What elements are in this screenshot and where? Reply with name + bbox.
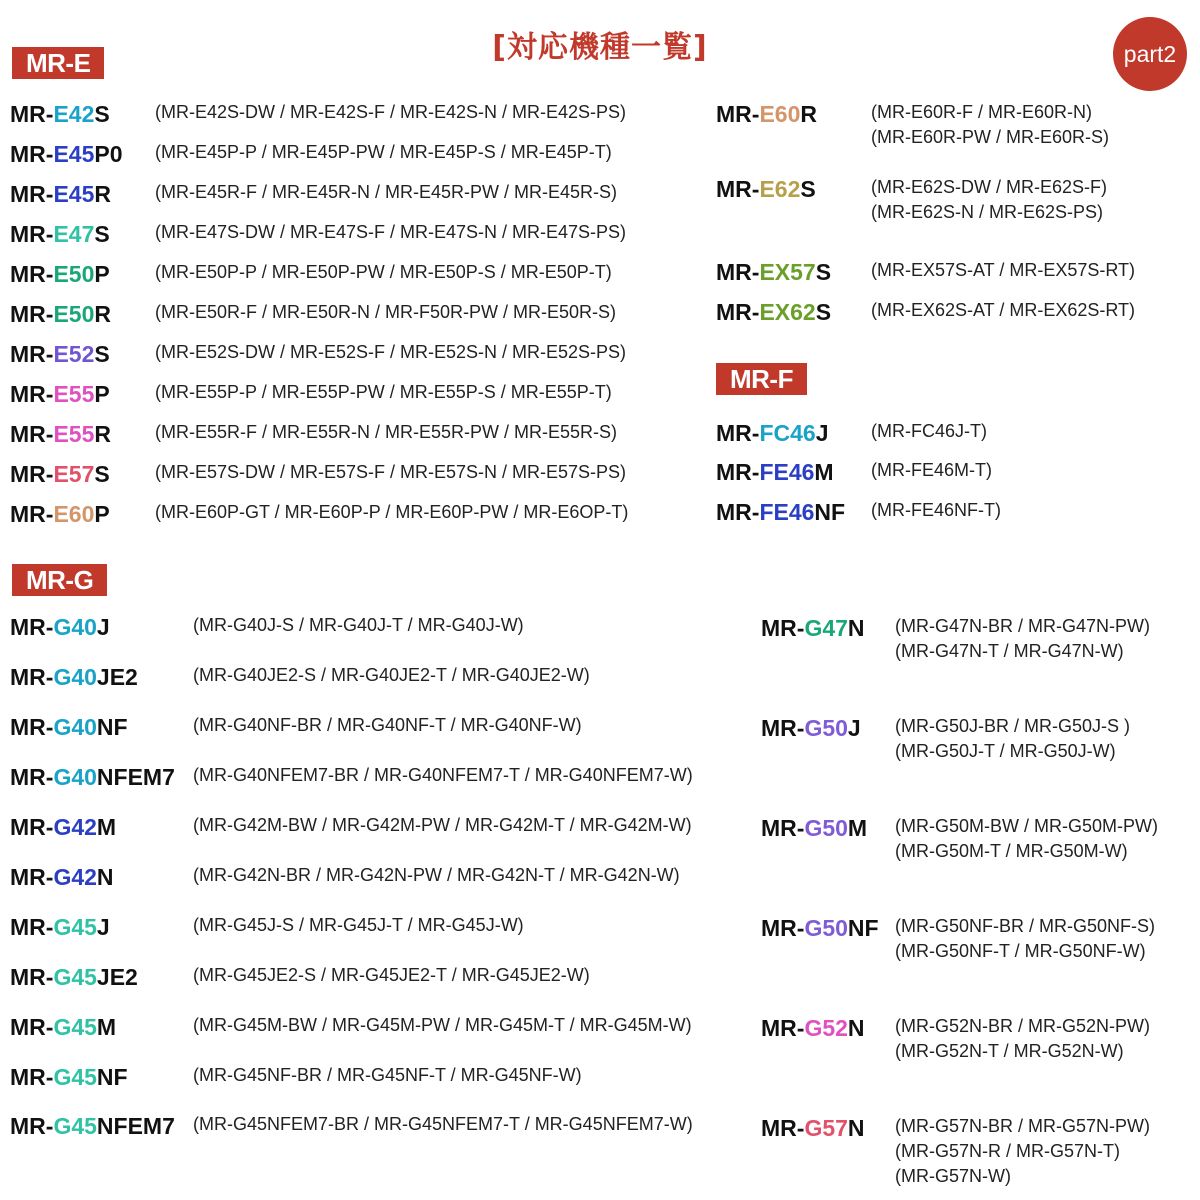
model-suffix: R: [94, 421, 111, 447]
model-suffix: M: [96, 1014, 117, 1040]
model-name: [10, 713, 128, 741]
model-name: [10, 140, 123, 168]
variant-line: (MR-G50M-BW / MR-G50M-PW): [895, 816, 1158, 836]
variant-line: (MR-E62S-DW / MR-E62S-F): [871, 177, 1108, 197]
variant-list: [871, 498, 1001, 523]
variant-line: (MR-G45NFEM7-BR / MR-G45NFEM7-T / MR-G45NFEM7-W): [193, 1114, 693, 1134]
variant-list: [895, 914, 1155, 964]
model-series-code: G40: [53, 614, 97, 640]
model-name: [10, 1112, 175, 1140]
model-series-code: G57: [804, 1115, 848, 1141]
model-prefix: MR-: [10, 181, 54, 207]
variant-list: [155, 180, 617, 205]
model-series-code: FC46: [759, 420, 816, 446]
model-series-code: G45: [53, 914, 97, 940]
variant-line: (MR-E55R-F / MR-E55R-N / MR-E55R-PW / MR-E55R-S): [155, 422, 618, 442]
model-suffix: P: [94, 261, 110, 287]
variant-line: (MR-G57N-W): [895, 1166, 1011, 1186]
model-series-code: G45: [53, 1113, 97, 1139]
model-suffix: S: [94, 341, 110, 367]
model-suffix: S: [94, 461, 110, 487]
model-series-code: E62: [759, 176, 801, 202]
page-title: [対応機種一覧]: [492, 30, 708, 65]
model-prefix: MR-: [761, 1115, 805, 1141]
model-prefix: MR-: [716, 420, 760, 446]
variant-line: (MR-FC46J-T): [871, 421, 987, 441]
model-name: [10, 380, 110, 408]
model-series-code: E50: [53, 261, 95, 287]
variant-line: (MR-G45JE2-S / MR-G45JE2-T / MR-G45JE2-W): [193, 965, 590, 985]
model-series-code: G50: [804, 815, 848, 841]
variant-list: [193, 763, 693, 788]
model-name: [716, 298, 831, 326]
model-suffix: R: [800, 101, 817, 127]
variant-line: (MR-E42S-DW / MR-E42S-F / MR-E42S-N / MR-E42S-PS): [155, 102, 627, 122]
model-prefix: MR-: [761, 715, 805, 741]
variant-list: [871, 100, 1109, 150]
model-suffix: M: [847, 815, 868, 841]
model-name: [761, 914, 879, 942]
model-suffix: NF: [847, 915, 879, 941]
model-suffix: N: [847, 615, 865, 641]
model-name: [10, 963, 138, 991]
model-series-code: E57: [53, 461, 95, 487]
model-suffix: N: [96, 864, 114, 890]
variant-line: (MR-G47N-T / MR-G47N-W): [895, 641, 1124, 661]
model-suffix: S: [94, 221, 110, 247]
model-name: [10, 180, 111, 208]
model-prefix: MR-: [761, 815, 805, 841]
model-series-code: E45: [53, 141, 95, 167]
variant-line: (MR-E60R-F / MR-E60R-N): [871, 102, 1093, 122]
variant-line: (MR-E45P-P / MR-E45P-PW / MR-E45P-S / MR-E45P-T): [155, 142, 612, 162]
model-name: [716, 458, 834, 486]
model-prefix: MR-: [10, 381, 54, 407]
variant-line: (MR-E47S-DW / MR-E47S-F / MR-E47S-N / MR-E47S-PS): [155, 222, 627, 242]
model-name: [10, 613, 110, 641]
model-series-code: EX57: [759, 259, 816, 285]
variant-line: (MR-G50M-T / MR-G50M-W): [895, 841, 1128, 861]
model-suffix: S: [815, 259, 832, 285]
model-prefix: MR-: [10, 764, 54, 790]
model-suffix: R: [94, 301, 111, 327]
part-badge: part2: [1113, 17, 1187, 91]
variant-line: (MR-G40JE2-S / MR-G40JE2-T / MR-G40JE2-W): [193, 665, 590, 685]
model-suffix: NF: [96, 714, 128, 740]
model-name: [10, 100, 110, 128]
variant-line: (MR-G42M-BW / MR-G42M-PW / MR-G42M-T / MR-G42M-W): [193, 815, 692, 835]
model-series-code: G45: [53, 1014, 97, 1040]
model-suffix: JE2: [96, 664, 138, 690]
model-series-code: G45: [53, 1064, 97, 1090]
model-name: [716, 258, 831, 286]
variant-list: [155, 420, 617, 445]
model-name: [10, 1063, 128, 1091]
variant-line: (MR-G45M-BW / MR-G45M-PW / MR-G45M-T / MR-G45M-W): [193, 1015, 692, 1035]
model-series-code: G45: [53, 964, 97, 990]
model-name: [10, 260, 110, 288]
model-prefix: MR-: [10, 1064, 54, 1090]
model-prefix: MR-: [761, 915, 805, 941]
variant-line: (MR-EX57S-AT / MR-EX57S-RT): [871, 260, 1136, 280]
variant-line: (MR-FE46NF-T): [871, 500, 1001, 520]
model-suffix: M: [814, 459, 834, 485]
model-prefix: MR-: [716, 101, 760, 127]
variant-line: (MR-G40J-S / MR-G40J-T / MR-G40J-W): [193, 615, 524, 635]
model-suffix: N: [847, 1015, 865, 1041]
variant-list: [155, 220, 626, 245]
variant-list: [871, 419, 987, 444]
model-prefix: MR-: [716, 459, 760, 485]
model-name: [10, 420, 111, 448]
variant-list: [193, 1063, 582, 1088]
model-prefix: MR-: [10, 914, 54, 940]
variant-list: [895, 714, 1130, 764]
variant-list: [193, 963, 590, 988]
variant-line: (MR-G50J-BR / MR-G50J-S ): [895, 716, 1131, 736]
variant-list: [895, 1014, 1150, 1064]
variant-line: (MR-G57N-R / MR-G57N-T): [895, 1141, 1120, 1161]
model-prefix: MR-: [10, 461, 54, 487]
model-series-code: E55: [53, 421, 95, 447]
variant-line: (MR-E55P-P / MR-E55P-PW / MR-E55P-S / MR-E55P-T): [155, 382, 612, 402]
variant-list: [155, 500, 628, 525]
model-suffix: NFEM7: [96, 1113, 175, 1139]
model-series-code: G52: [804, 1015, 848, 1041]
variant-line: (MR-G45J-S / MR-G45J-T / MR-G45J-W): [193, 915, 524, 935]
variant-line: (MR-EX62S-AT / MR-EX62S-RT): [871, 300, 1136, 320]
model-series-code: FE46: [759, 459, 815, 485]
model-name: [10, 663, 138, 691]
variant-line: (MR-G50NF-T / MR-G50NF-W): [895, 941, 1146, 961]
model-prefix: MR-: [10, 1113, 54, 1139]
model-series-code: E60: [759, 101, 801, 127]
model-prefix: MR-: [10, 421, 54, 447]
model-suffix: J: [847, 715, 861, 741]
model-suffix: S: [94, 101, 110, 127]
model-name: [10, 863, 114, 891]
model-suffix: JE2: [96, 964, 138, 990]
variant-list: [871, 458, 992, 483]
model-prefix: MR-: [10, 614, 54, 640]
variant-line: (MR-G42N-BR / MR-G42N-PW / MR-G42N-T / MR-G42N-W): [193, 865, 680, 885]
variant-line: (MR-E45R-F / MR-E45R-N / MR-E45R-PW / MR-E45R-S): [155, 182, 618, 202]
model-series-code: E52: [53, 341, 95, 367]
model-name: [761, 814, 867, 842]
model-name: [10, 220, 110, 248]
model-suffix: J: [96, 614, 110, 640]
model-series-code: E50: [53, 301, 95, 327]
model-suffix: N: [847, 1115, 865, 1141]
variant-list: [193, 863, 680, 888]
model-series-code: G47: [804, 615, 848, 641]
variant-line: (MR-FE46M-T): [871, 460, 992, 480]
variant-line: (MR-E50P-P / MR-E50P-PW / MR-E50P-S / MR-E50P-T): [155, 262, 612, 282]
model-name: [10, 913, 110, 941]
model-suffix: P: [94, 501, 110, 527]
model-name: [10, 340, 110, 368]
model-name: [10, 1013, 116, 1041]
variant-list: [155, 460, 626, 485]
model-suffix: J: [815, 420, 829, 446]
variant-line: (MR-E60P-GT / MR-E60P-P / MR-E60P-PW / MR-E6OP-T): [155, 502, 629, 522]
variant-list: [895, 814, 1158, 864]
variant-line: (MR-G57N-BR / MR-G57N-PW): [895, 1116, 1150, 1136]
variant-line: (MR-G47N-BR / MR-G47N-PW): [895, 616, 1150, 636]
variant-list: [155, 100, 626, 125]
variant-line: (MR-E52S-DW / MR-E52S-F / MR-E52S-N / MR-E52S-PS): [155, 342, 627, 362]
model-suffix: J: [96, 914, 110, 940]
variant-list: [155, 380, 612, 405]
model-suffix: NF: [814, 499, 846, 525]
model-prefix: MR-: [10, 964, 54, 990]
variant-line: (MR-G52N-T / MR-G52N-W): [895, 1041, 1124, 1061]
model-suffix: M: [96, 814, 117, 840]
model-series-code: FE46: [759, 499, 815, 525]
model-prefix: MR-: [10, 101, 54, 127]
variant-list: [895, 1114, 1150, 1189]
model-prefix: MR-: [716, 259, 760, 285]
variant-list: [193, 1013, 692, 1038]
variant-list: [193, 663, 590, 688]
model-suffix: P0: [94, 141, 123, 167]
model-prefix: MR-: [10, 714, 54, 740]
variant-list: [871, 298, 1135, 323]
model-prefix: MR-: [761, 615, 805, 641]
variant-line: (MR-G45NF-BR / MR-G45NF-T / MR-G45NF-W): [193, 1065, 582, 1085]
model-series-code: G40: [53, 664, 97, 690]
model-suffix: NF: [96, 1064, 128, 1090]
model-name: [10, 300, 111, 328]
model-suffix: P: [94, 381, 110, 407]
model-name: [10, 813, 116, 841]
model-name: [761, 714, 861, 742]
variant-line: (MR-E62S-N / MR-E62S-PS): [871, 202, 1104, 222]
model-suffix: NFEM7: [96, 764, 175, 790]
model-prefix: MR-: [716, 499, 760, 525]
model-prefix: MR-: [10, 141, 54, 167]
variant-list: [155, 260, 612, 285]
variant-list: [193, 913, 524, 938]
model-series-code: G40: [53, 764, 97, 790]
model-name: [761, 1014, 865, 1042]
model-series-code: G40: [53, 714, 97, 740]
model-series-code: E60: [53, 501, 95, 527]
model-prefix: MR-: [10, 341, 54, 367]
section-label-mr-f: MR-F: [716, 363, 807, 395]
model-series-code: E45: [53, 181, 95, 207]
variant-list: [155, 140, 612, 165]
section-label-mr-e: MR-E: [12, 47, 104, 79]
variant-list: [193, 613, 524, 638]
variant-list: [871, 258, 1135, 283]
model-series-code: EX62: [759, 299, 816, 325]
variant-list: [193, 1112, 693, 1137]
model-prefix: MR-: [10, 261, 54, 287]
model-name: [10, 500, 110, 528]
model-name: [716, 498, 845, 526]
model-prefix: MR-: [10, 1014, 54, 1040]
model-series-code: G42: [53, 864, 97, 890]
model-series-code: E42: [53, 101, 95, 127]
variant-list: [193, 713, 582, 738]
model-prefix: MR-: [10, 664, 54, 690]
model-prefix: MR-: [10, 501, 54, 527]
model-suffix: S: [815, 299, 832, 325]
model-name: [716, 175, 816, 203]
model-series-code: G50: [804, 715, 848, 741]
model-name: [761, 1114, 865, 1142]
model-prefix: MR-: [716, 176, 760, 202]
model-series-code: E55: [53, 381, 95, 407]
model-prefix: MR-: [10, 814, 54, 840]
model-series-code: G50: [804, 915, 848, 941]
variant-list: [895, 614, 1150, 664]
model-name: [10, 763, 175, 791]
variant-list: [193, 813, 692, 838]
model-series-code: E47: [53, 221, 95, 247]
variant-line: (MR-E60R-PW / MR-E60R-S): [871, 127, 1110, 147]
model-prefix: MR-: [10, 221, 54, 247]
variant-line: (MR-G50NF-BR / MR-G50NF-S): [895, 916, 1155, 936]
model-prefix: MR-: [761, 1015, 805, 1041]
variant-line: (MR-G40NF-BR / MR-G40NF-T / MR-G40NF-W): [193, 715, 582, 735]
model-series-code: G42: [53, 814, 97, 840]
section-label-mr-g: MR-G: [12, 564, 107, 596]
model-suffix: S: [800, 176, 816, 202]
variant-list: [155, 300, 616, 325]
model-prefix: MR-: [10, 301, 54, 327]
variant-list: [871, 175, 1107, 225]
model-name: [716, 419, 828, 447]
variant-line: (MR-E50R-F / MR-E50R-N / MR-F50R-PW / MR-E50R-S): [155, 302, 617, 322]
model-prefix: MR-: [716, 299, 760, 325]
variant-line: (MR-G40NFEM7-BR / MR-G40NFEM7-T / MR-G40NFEM7-W): [193, 765, 693, 785]
model-prefix: MR-: [10, 864, 54, 890]
model-name: [716, 100, 817, 128]
model-suffix: R: [94, 181, 111, 207]
variant-list: [155, 340, 626, 365]
variant-line: (MR-G52N-BR / MR-G52N-PW): [895, 1016, 1150, 1036]
model-name: [10, 460, 110, 488]
model-name: [761, 614, 865, 642]
variant-line: (MR-G50J-T / MR-G50J-W): [895, 741, 1116, 761]
variant-line: (MR-E57S-DW / MR-E57S-F / MR-E57S-N / MR-E57S-PS): [155, 462, 627, 482]
